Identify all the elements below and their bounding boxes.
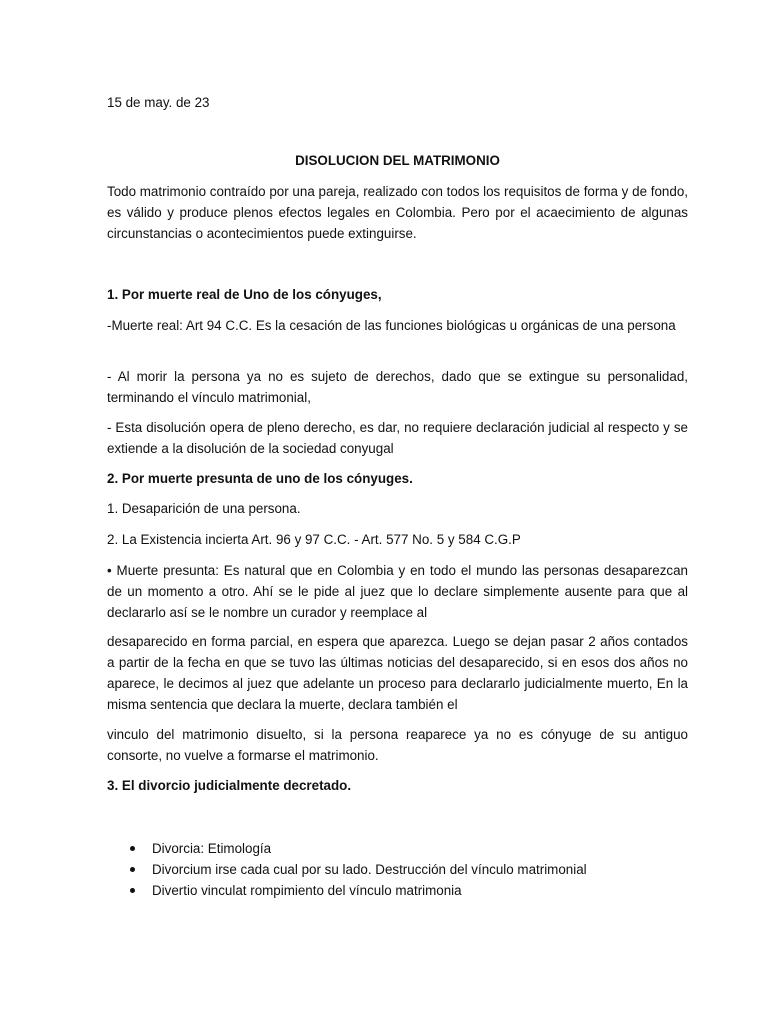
intro-paragraph: Todo matrimonio contraído por una pareja, realizado con todos los requisitos de forma y de fondo, es válido y produce plenos efectos legales en Colombia. Pero por el acaecimiento de algunas circunstancias o acontecimientos puede extinguirse. <box>107 184 688 241</box>
section-1-paragraph-3: - Esta disolución opera de pleno derecho, es dar, no requiere declaración judicial al respecto y se extiende a la disolución de la sociedad conyugal <box>107 420 688 456</box>
section-1-paragraph-2: - Al morir la persona ya no es sujeto de derechos, dado que se extingue su personalidad, terminando el vínculo matrimonial, <box>107 369 688 405</box>
section-2-heading: 2. Por muerte presunta de uno de los cónyuges. <box>107 471 413 486</box>
section-3-bullet-list <box>130 838 587 901</box>
section-3-heading: 3. El divorcio judicialmente decretado. <box>107 778 352 793</box>
document-date: 15 de may. de 23 <box>107 95 210 110</box>
bullet-dot-icon <box>130 867 135 872</box>
list-item <box>130 838 587 859</box>
section-2-item-2: 2. La Existencia incierta Art. 96 y 97 C.C. - Art. 577 No. 5 y 584 C.G.P <box>107 532 521 547</box>
list-item-text: Divorcia: Etimología <box>152 841 272 856</box>
list-item-text: Divorcium irse cada cual por su lado. Destrucción del vínculo matrimonial <box>152 862 587 877</box>
list-item <box>130 859 587 880</box>
section-2-paragraph-2: desaparecido en forma parcial, en espera que aparezca. Luego se dejan pasar 2 años contados a partir de la fecha en que se tuvo las últimas noticias del desaparecido, si en esos dos años no aparece, le decimos al juez que adelante un proceso para declararlo judicialmente muerto, En la misma sentencia que declara la muerte, declara también el <box>107 634 688 712</box>
section-2-paragraph-1: • Muerte presunta: Es natural que en Colombia y en todo el mundo las personas desaparezcan de un momento a otro. Ahí se le pide al juez que lo declare simplemente ausente para que al declararlo así se le nombre un curador y reemplace al <box>107 563 688 620</box>
document-title: DISOLUCION DEL MATRIMONIO <box>295 153 500 168</box>
section-1-heading: 1. Por muerte real de Uno de los cónyuges, <box>107 287 382 302</box>
list-item-text: Divertio vinculat rompimiento del vínculo matrimonia <box>152 883 462 898</box>
bullet-dot-icon <box>130 846 135 851</box>
list-item <box>130 880 587 901</box>
section-2-paragraph-3: vinculo del matrimonio disuelto, si la persona reaparece ya no es cónyuge de su antiguo consorte, no vuelve a formarse el matrimonio. <box>107 727 688 763</box>
section-1-paragraph-1: -Muerte real: Art 94 C.C. Es la cesación de las funciones biológicas u orgánicas de una persona <box>107 318 676 333</box>
section-2-item-1: 1. Desaparición de una persona. <box>107 501 301 516</box>
bullet-dot-icon <box>130 888 135 893</box>
